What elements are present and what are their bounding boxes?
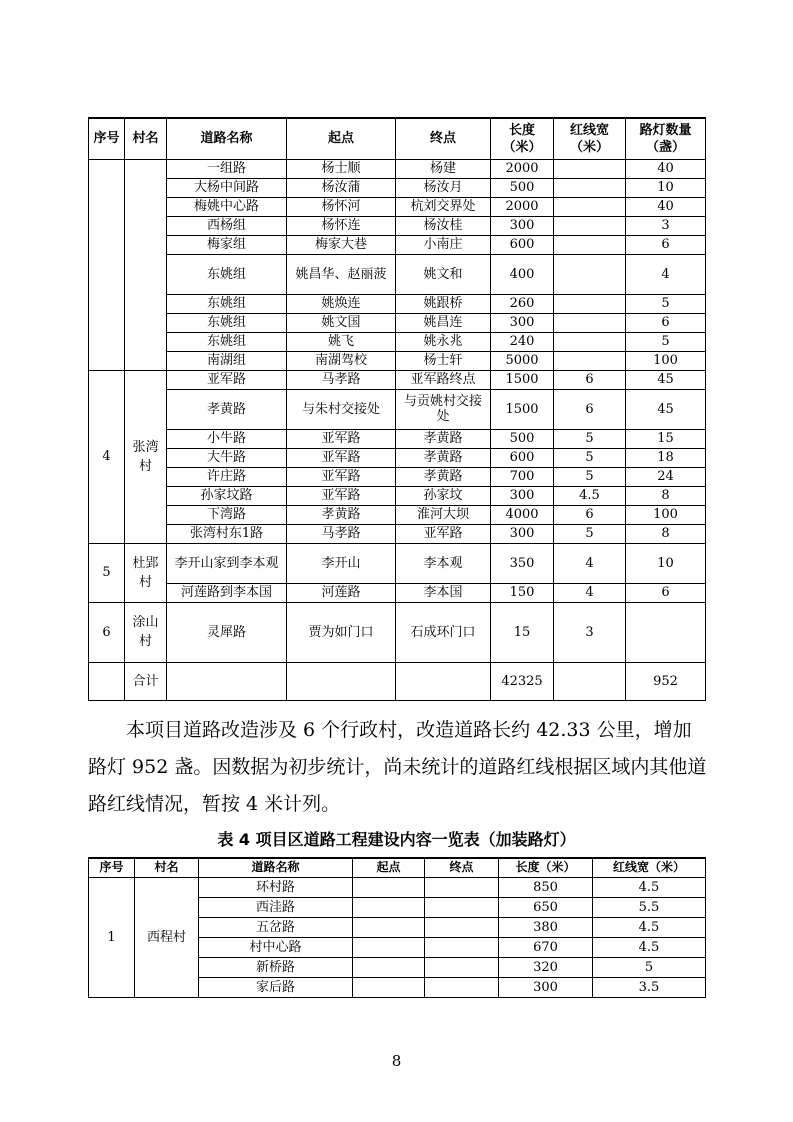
seq-cell: 4 [89,370,125,543]
start-cell: 亚军路 [287,467,396,486]
summary-text: 本项目道路改造涉及 6 个行政村，改造道路长约 42.33 公里，增加路灯 952 盏。因数据为初步统计，尚未统计的道路红线根据区域内其他道路红线情况，暂按 4 米计列。 [88,719,707,815]
end-cell: 亚军路 [396,524,491,543]
end-cell [425,917,499,937]
width-cell [554,332,626,351]
width-cell: 5 [554,448,626,467]
lamps-cell: 15 [626,429,706,448]
table-row [89,583,706,602]
table-row [89,216,706,235]
table-row [89,877,706,897]
length-cell: 5000 [491,351,554,370]
lamps-cell: 45 [626,389,706,429]
start-cell [353,937,425,957]
road-name-cell: 五岔路 [199,917,353,937]
length-cell: 500 [491,178,554,197]
lamps-cell: 45 [626,370,706,389]
table-row [89,429,706,448]
road-name-cell: 南湖组 [167,351,287,370]
village-cell: 涂山村 [125,602,167,662]
road-name-cell: 家后路 [199,977,353,997]
width-cell: 5 [593,957,706,977]
start-cell: 孝黄路 [287,505,396,524]
header-village: 村名 [125,118,167,159]
width-cell: 6 [554,370,626,389]
width-cell [554,235,626,254]
end-cell [425,897,499,917]
start-cell: 贾为如门口 [287,602,396,662]
road-name-cell: 许庄路 [167,467,287,486]
start-cell [287,662,396,700]
road-name-cell: 李开山家到李本观 [167,543,287,583]
length-cell: 2000 [491,197,554,216]
end-cell: 孝黄路 [396,429,491,448]
header-width: 红线宽（米） [593,858,706,877]
length-cell: 300 [499,977,593,997]
lamps-cell: 10 [626,178,706,197]
village-cell: 杜郢村 [125,543,167,602]
start-cell: 姚飞 [287,332,396,351]
table-body [89,877,706,997]
end-cell: 石成环门口 [396,602,491,662]
width-cell [554,351,626,370]
road-name-cell: 孙家坟路 [167,486,287,505]
table-row [89,313,706,332]
seq-cell: 5 [89,543,125,602]
road-name-cell: 梅姚中心路 [167,197,287,216]
road-name-cell: 新桥路 [199,957,353,977]
lamps-cell: 4 [626,254,706,294]
header-length: 长度（米） [491,118,554,159]
page-number: 8 [391,1052,402,1070]
lamps-cell: 6 [626,235,706,254]
lamps-cell: 5 [626,332,706,351]
end-cell: 李本国 [396,583,491,602]
start-cell: 亚军路 [287,448,396,467]
end-cell [425,977,499,997]
table-row [89,235,706,254]
length-cell: 260 [491,294,554,313]
lamps-cell: 40 [626,159,706,178]
end-cell: 杨士轩 [396,351,491,370]
header-end: 终点 [425,858,499,877]
table-row [89,178,706,197]
road-name-cell: 灵犀路 [167,602,287,662]
total-row [89,662,706,700]
start-cell: 姚昌华、赵丽菠 [287,254,396,294]
width-cell: 4.5 [554,486,626,505]
start-cell: 马孝路 [287,370,396,389]
road-name-cell: 张湾村东1路 [167,524,287,543]
road-name-cell: 大牛路 [167,448,287,467]
end-cell [425,937,499,957]
end-cell: 姚永兆 [396,332,491,351]
header-lamps: 路灯数量（盏） [626,118,706,159]
lamps-cell: 18 [626,448,706,467]
start-cell: 杨士顺 [287,159,396,178]
lamps-cell: 8 [626,486,706,505]
table-header-row [89,858,706,877]
road-name-cell: 东姚组 [167,294,287,313]
header-village: 村名 [135,858,199,877]
table-row [89,486,706,505]
width-cell: 5 [554,467,626,486]
table-row [89,448,706,467]
length-cell: 300 [491,524,554,543]
seq-cell [89,662,125,700]
header-length: 长度（米） [499,858,593,877]
end-cell [425,957,499,977]
start-cell: 杨汝蒲 [287,178,396,197]
start-cell [353,957,425,977]
end-cell: 孝黄路 [396,467,491,486]
length-cell: 350 [491,543,554,583]
total-length-cell: 42325 [491,662,554,700]
length-cell: 320 [499,957,593,977]
end-cell: 孙家坟 [396,486,491,505]
road-name-cell [167,662,287,700]
lamps-cell: 10 [626,543,706,583]
start-cell: 亚军路 [287,429,396,448]
road-name-cell: 村中心路 [199,937,353,957]
table-row [89,159,706,178]
road-name-cell: 下湾路 [167,505,287,524]
road-name-cell: 河莲路到李本国 [167,583,287,602]
end-cell: 亚军路终点 [396,370,491,389]
start-cell: 河莲路 [287,583,396,602]
end-cell: 李本观 [396,543,491,583]
table-row [89,332,706,351]
header-road-name: 道路名称 [199,858,353,877]
summary-paragraph [88,712,708,823]
road-name-cell: 东姚组 [167,313,287,332]
length-cell: 600 [491,448,554,467]
width-cell [554,178,626,197]
table-row [89,505,706,524]
header-road-name: 道路名称 [167,118,287,159]
end-cell: 孝黄路 [396,448,491,467]
end-cell: 小南庄 [396,235,491,254]
length-cell: 600 [491,235,554,254]
seq-cell: 1 [89,877,135,997]
start-cell: 杨怀连 [287,216,396,235]
table-row [89,370,706,389]
width-cell [554,294,626,313]
start-cell: 马孝路 [287,524,396,543]
width-cell [554,662,626,700]
start-cell: 梅家大巷 [287,235,396,254]
start-cell: 李开山 [287,543,396,583]
start-cell [353,897,425,917]
width-cell: 3.5 [593,977,706,997]
road-name-cell: 西洼路 [199,897,353,917]
length-cell: 150 [491,583,554,602]
end-cell: 姚昌连 [396,313,491,332]
table-row [89,351,706,370]
lamp-install-table [88,857,706,998]
start-cell [353,877,425,897]
road-name-cell: 东姚组 [167,332,287,351]
table-row [89,602,706,662]
width-cell: 4 [554,543,626,583]
width-cell [554,159,626,178]
lamps-cell: 40 [626,197,706,216]
lamps-cell [626,602,706,662]
end-cell: 杨建 [396,159,491,178]
table-body [89,159,706,700]
length-cell: 1500 [491,389,554,429]
start-cell: 姚焕连 [287,294,396,313]
length-cell: 4000 [491,505,554,524]
header-start: 起点 [287,118,396,159]
road-name-cell: 西杨组 [167,216,287,235]
header-width: 红线宽（米） [554,118,626,159]
length-cell: 240 [491,332,554,351]
length-cell: 1500 [491,370,554,389]
table-row [89,543,706,583]
start-cell [353,917,425,937]
header-seq: 序号 [89,118,125,159]
lamps-cell: 100 [626,505,706,524]
header-end: 终点 [396,118,491,159]
table-row [89,254,706,294]
length-cell: 700 [491,467,554,486]
end-cell: 杨汝桂 [396,216,491,235]
road-name-cell: 孝黄路 [167,389,287,429]
length-cell: 400 [491,254,554,294]
road-name-cell: 大杨中间路 [167,178,287,197]
end-cell: 姚文和 [396,254,491,294]
width-cell: 4 [554,583,626,602]
width-cell [554,254,626,294]
width-cell [554,313,626,332]
start-cell: 南湖驾校 [287,351,396,370]
total-lamps-cell: 952 [626,662,706,700]
length-cell: 380 [499,917,593,937]
header-start: 起点 [353,858,425,877]
start-cell: 姚文国 [287,313,396,332]
width-cell: 5 [554,429,626,448]
table-caption: 表 4 项目区道路工程建设内容一览表（加装路灯） [217,830,576,849]
length-cell: 850 [499,877,593,897]
village-cell [125,159,167,370]
start-cell: 杨怀河 [287,197,396,216]
lamps-cell: 6 [626,313,706,332]
width-cell [554,216,626,235]
road-name-cell: 一组路 [167,159,287,178]
lamps-cell: 24 [626,467,706,486]
length-cell: 2000 [491,159,554,178]
lamps-cell: 6 [626,583,706,602]
length-cell: 300 [491,216,554,235]
end-cell [425,877,499,897]
width-cell: 4.5 [593,937,706,957]
width-cell: 6 [554,505,626,524]
end-cell: 与贡姚村交接处 [396,389,491,429]
village-cell: 张湾村 [125,370,167,543]
end-cell: 淮河大坝 [396,505,491,524]
table-header-row [89,118,706,159]
road-lamp-table [88,117,706,701]
road-name-cell: 小牛路 [167,429,287,448]
table-row [89,197,706,216]
length-cell: 650 [499,897,593,917]
road-name-cell: 环村路 [199,877,353,897]
start-cell: 亚军路 [287,486,396,505]
lamps-cell: 5 [626,294,706,313]
length-cell: 670 [499,937,593,957]
length-cell: 300 [491,313,554,332]
width-cell: 4.5 [593,917,706,937]
table-row [89,294,706,313]
road-name-cell: 东姚组 [167,254,287,294]
width-cell: 5 [554,524,626,543]
end-cell: 姚跟桥 [396,294,491,313]
seq-cell [89,159,125,370]
width-cell: 3 [554,602,626,662]
length-cell: 15 [491,602,554,662]
start-cell: 与朱村交接处 [287,389,396,429]
header-seq: 序号 [89,858,135,877]
start-cell [353,977,425,997]
end-cell [396,662,491,700]
width-cell [554,197,626,216]
length-cell: 300 [491,486,554,505]
width-cell: 4.5 [593,877,706,897]
table-row [89,467,706,486]
total-label-cell: 合计 [125,662,167,700]
width-cell: 6 [554,389,626,429]
lamps-cell: 3 [626,216,706,235]
width-cell: 5.5 [593,897,706,917]
lamps-cell: 8 [626,524,706,543]
end-cell: 杭刘交界处 [396,197,491,216]
table-row [89,524,706,543]
road-name-cell: 梅家组 [167,235,287,254]
table-row [89,389,706,429]
end-cell: 杨汝月 [396,178,491,197]
lamps-cell: 100 [626,351,706,370]
seq-cell: 6 [89,602,125,662]
village-cell: 西程村 [135,877,199,997]
road-name-cell: 亚军路 [167,370,287,389]
length-cell: 500 [491,429,554,448]
